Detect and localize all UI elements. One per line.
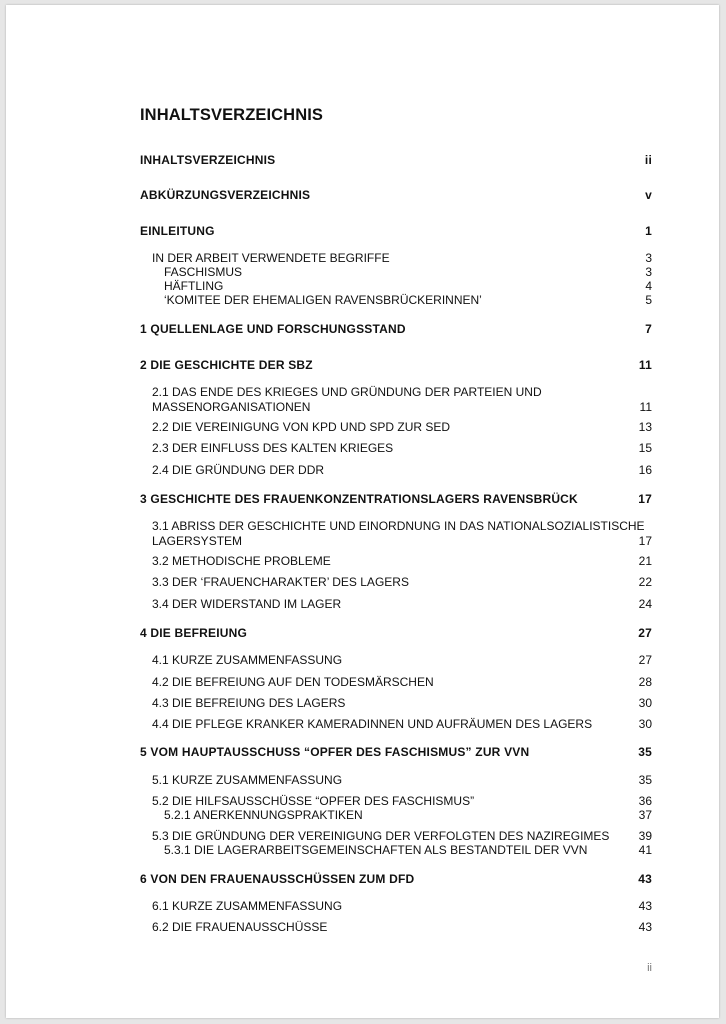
toc-entry-page: 17: [638, 492, 652, 506]
toc-entry[interactable]: [6, 626, 719, 642]
toc-entry-title: INHALTSVERZEICHNIS: [140, 153, 276, 167]
toc-entry-page: 28: [638, 675, 652, 689]
toc-entry[interactable]: [6, 358, 719, 374]
toc-entry-page: 36: [638, 794, 652, 808]
toc-entry-page: 11: [638, 358, 652, 372]
toc-entry-title: 2.4 DIE GRÜNDUNG DER DDR: [152, 463, 325, 477]
toc-entry-title: 4.2 DIE BEFREIUNG AUF DEN TODESMÄRSCHEN: [152, 675, 434, 689]
page-heading: INHALTSVERZEICHNIS: [140, 106, 324, 124]
toc-entry-page: 24: [638, 597, 652, 611]
toc-entry-page: 16: [638, 463, 652, 477]
toc-entry-continued[interactable]: [6, 400, 719, 416]
toc-entry-title: EINLEITUNG: [140, 224, 215, 238]
toc-entry[interactable]: [6, 224, 719, 240]
toc-entry-title: 3.1 ABRISS DER GESCHICHTE UND EINORDNUNG IN DAS NATIONALSOZIALISTISCHE: [152, 519, 645, 533]
toc-entry-title: IN DER ARBEIT VERWENDETE BEGRIFFE: [152, 251, 390, 265]
toc-entry-title: 5.2 DIE HILFSAUSSCHÜSSE “OPFER DES FASCHISMUS”: [152, 794, 475, 808]
toc-entry-page: 15: [638, 441, 652, 455]
toc-entry-title: 2 DIE GESCHICHTE DER SBZ: [140, 358, 313, 372]
toc-entry-page: ii: [644, 153, 652, 167]
toc-entry-page: 27: [638, 653, 652, 667]
toc-entry[interactable]: [6, 575, 719, 591]
toc-entry-page: 43: [638, 920, 652, 934]
toc-entry-title: 6 VON DEN FRAUENAUSSCHÜSSEN ZUM DFD: [140, 872, 415, 886]
toc-entry[interactable]: [6, 153, 719, 169]
toc-entry-title: 5 VOM HAUPTAUSSCHUSS “OPFER DES FASCHISMUS” ZUR VVN: [140, 745, 530, 759]
toc-entry[interactable]: [6, 872, 719, 888]
toc-entry[interactable]: [6, 293, 719, 309]
toc-entry[interactable]: [6, 385, 719, 401]
toc-entry-title: FASCHISMUS: [164, 265, 243, 279]
toc-entry-page: 35: [638, 745, 652, 759]
toc-entry-title: 4.4 DIE PFLEGE KRANKER KAMERADINNEN UND AUFRÄUMEN DES LAGERS: [152, 717, 593, 731]
toc-entry[interactable]: [6, 463, 719, 479]
toc-entry-page: 39: [638, 829, 652, 843]
toc-entry-page: 22: [638, 575, 652, 589]
toc-entry[interactable]: [6, 843, 719, 859]
toc-entry-page: 5: [645, 293, 652, 307]
toc-entry-page: 1: [645, 224, 652, 238]
toc-entry-page: 27: [638, 626, 652, 640]
toc-entry-page: 35: [638, 773, 652, 787]
toc-entry-title: ABKÜRZUNGSVERZEICHNIS: [140, 188, 311, 202]
toc-entry-page: 37: [638, 808, 652, 822]
toc-entry-title: 3.2 METHODISCHE PROBLEME: [152, 554, 331, 568]
toc-entry-page: 7: [645, 322, 652, 336]
toc-entry-title: MASSENORGANISATIONEN: [152, 400, 311, 414]
toc-entry[interactable]: [6, 696, 719, 712]
toc-entry-title: 6.1 KURZE ZUSAMMENFASSUNG: [152, 899, 343, 913]
toc-entry[interactable]: [6, 745, 719, 761]
table-of-contents: [6, 5, 719, 1018]
toc-entry-title: 2.1 DAS ENDE DES KRIEGES UND GRÜNDUNG DER PARTEIEN UND: [152, 385, 542, 399]
toc-entry-page: 4: [645, 279, 652, 293]
toc-entry-title: 4 DIE BEFREIUNG: [140, 626, 248, 640]
toc-entry-title: HÄFTLING: [164, 279, 224, 293]
toc-entry-title: 3.4 DER WIDERSTAND IM LAGER: [152, 597, 342, 611]
toc-entry[interactable]: [6, 597, 719, 613]
toc-entry-title: 5.3.1 DIE LAGERARBEITSGEMEINSCHAFTEN ALS BESTANDTEIL DER VVN: [164, 843, 588, 857]
toc-entry-page: 30: [638, 717, 652, 731]
toc-entry-title: 4.1 KURZE ZUSAMMENFASSUNG: [152, 653, 343, 667]
toc-entry-title: 5.3 DIE GRÜNDUNG DER VEREINIGUNG DER VERFOLGTEN DES NAZIREGIMES: [152, 829, 610, 843]
toc-entry[interactable]: [6, 653, 719, 669]
toc-entry-page: 21: [638, 554, 652, 568]
toc-entry[interactable]: [6, 675, 719, 691]
toc-entry-title: 3 GESCHICHTE DES FRAUENKONZENTRATIONSLAGERS RAVENSBRÜCK: [140, 492, 578, 506]
toc-entry-page: 11: [639, 400, 652, 414]
toc-entry-title: 2.3 DER EINFLUSS DES KALTEN KRIEGES: [152, 441, 394, 455]
document-page: [6, 5, 719, 1018]
toc-entry-page: 13: [638, 420, 652, 434]
toc-entry-page: 17: [638, 534, 652, 548]
toc-entry-title: 2.2 DIE VEREINIGUNG VON KPD UND SPD ZUR SED: [152, 420, 451, 434]
toc-entry-continued[interactable]: [6, 534, 719, 550]
toc-entry-page: 43: [638, 899, 652, 913]
toc-entry-page: 41: [638, 843, 652, 857]
toc-entry-title: 5.2.1 ANERKENNUNGSPRAKTIKEN: [164, 808, 363, 822]
toc-entry[interactable]: [6, 188, 719, 204]
toc-entry[interactable]: [6, 920, 719, 936]
toc-entry[interactable]: [6, 773, 719, 789]
toc-entry-title: 4.3 DIE BEFREIUNG DES LAGERS: [152, 696, 346, 710]
toc-entry[interactable]: [6, 808, 719, 824]
toc-entry[interactable]: [6, 322, 719, 338]
toc-entry[interactable]: [6, 519, 719, 535]
toc-entry[interactable]: [6, 899, 719, 915]
toc-entry-page: v: [645, 188, 652, 202]
toc-entry-title: LAGERSYSTEM: [152, 534, 243, 548]
toc-entry-title: ‘KOMITEE DER EHEMALIGEN RAVENSBRÜCKERINNEN’: [164, 293, 482, 307]
toc-entry[interactable]: [6, 554, 719, 570]
toc-entry-title: 6.2 DIE FRAUENAUSSCHÜSSE: [152, 920, 328, 934]
toc-entry-page: 43: [638, 872, 652, 886]
toc-entry-page: 3: [645, 265, 652, 279]
toc-entry[interactable]: [6, 420, 719, 436]
toc-entry[interactable]: [6, 717, 719, 733]
toc-entry-title: 5.1 KURZE ZUSAMMENFASSUNG: [152, 773, 343, 787]
toc-entry-page: 30: [638, 696, 652, 710]
page-number: ii: [647, 962, 652, 974]
toc-entry-title: 1 QUELLENLAGE UND FORSCHUNGSSTAND: [140, 322, 406, 336]
toc-entry-page: 3: [645, 251, 652, 265]
toc-entry-title: 3.3 DER ‘FRAUENCHARAKTER’ DES LAGERS: [152, 575, 409, 589]
toc-entry[interactable]: [6, 492, 719, 508]
toc-entry[interactable]: [6, 441, 719, 457]
